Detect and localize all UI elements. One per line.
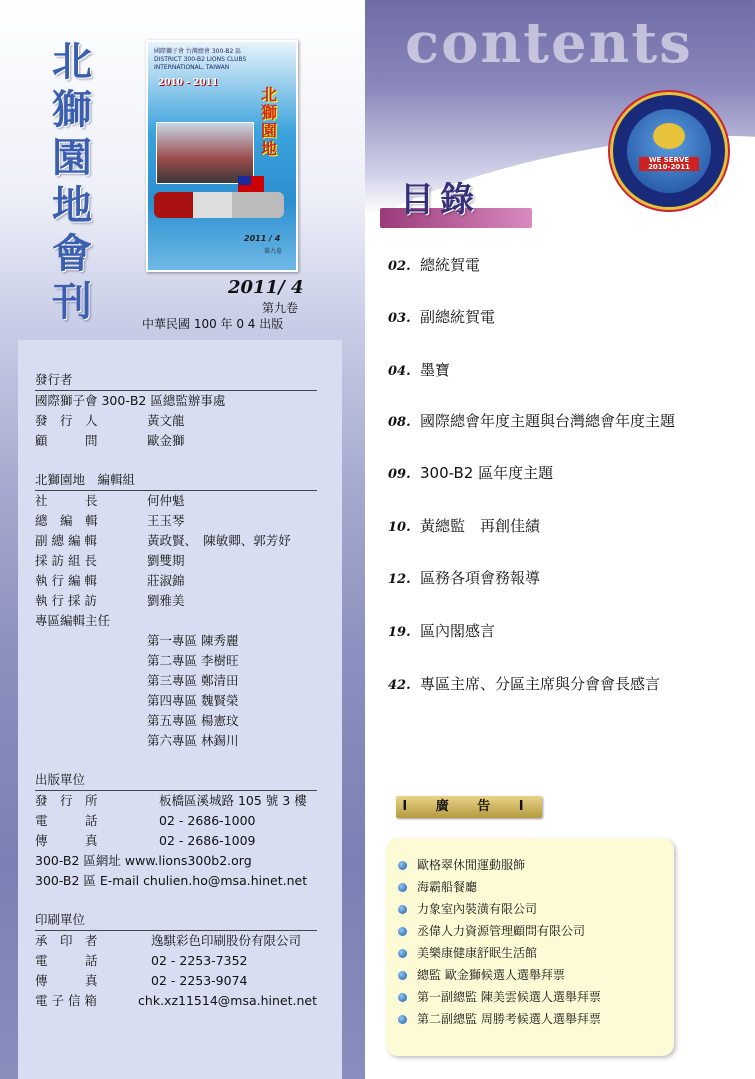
ad-item[interactable] — [398, 942, 601, 964]
toc-entry[interactable] — [388, 411, 748, 433]
publisher-org: 國際獅子會 300-B2 區總監辦事處 — [35, 393, 226, 408]
issue-volume: 第九卷 — [262, 301, 299, 315]
toc-page: 04. — [388, 364, 411, 379]
info-row — [35, 971, 317, 991]
issue-date: 2011/ 4 — [228, 277, 304, 298]
toc-page: 09. — [388, 467, 411, 482]
toc-title: 區內閣感言 — [420, 622, 496, 640]
section-heading: 印刷單位 — [35, 910, 317, 931]
toc-title: 總統賀電 — [420, 256, 481, 274]
row-value: 歐金獅 — [147, 433, 185, 448]
zone-label: 第四專區 — [147, 693, 198, 708]
zone-row — [35, 711, 317, 731]
zone-name: 李樹旺 — [201, 653, 239, 668]
row-label: 傳 真 — [35, 833, 98, 848]
toc-page: 02. — [388, 259, 411, 274]
ad-item[interactable] — [398, 1008, 601, 1030]
ad-text: 第一副總監 陳美雲候選人選舉拜票 — [417, 990, 601, 1004]
zone-label: 第六專區 — [147, 733, 198, 748]
row-value: 莊淑錦 — [147, 573, 185, 588]
info-row — [35, 411, 317, 431]
info-row — [35, 571, 317, 591]
row-value: 何仲魁 — [147, 493, 185, 508]
toc-entry[interactable] — [388, 307, 748, 329]
bullet-icon — [398, 949, 407, 958]
row-label: 執 行 編 輯 — [35, 573, 97, 588]
zone-label: 第一專區 — [147, 633, 198, 648]
website: 300-B2 區網址 www.lions300b2.org — [35, 853, 252, 868]
info-row — [35, 991, 317, 1011]
toc-entry[interactable] — [388, 516, 748, 538]
zone-row — [35, 731, 317, 751]
zone-label: 第二專區 — [147, 653, 198, 668]
bullet-icon — [398, 971, 407, 980]
ads-label: I 廣 告 I — [396, 796, 542, 818]
bullet-icon — [398, 905, 407, 914]
zone-row — [35, 651, 317, 671]
toc-entry[interactable] — [388, 621, 748, 643]
issue-published: 中華民國 100 年 0 4 出版 — [142, 317, 284, 331]
toc-title: 副總統賀電 — [420, 308, 496, 326]
cover-title-char: 獅 — [260, 103, 277, 122]
ad-text: 丞偉人力資源管理顧問有限公司 — [417, 924, 586, 938]
ad-item[interactable] — [398, 854, 601, 876]
zone-name: 楊憲玟 — [201, 713, 239, 728]
toc-page: 19. — [388, 625, 411, 640]
zone-name: 陳秀麗 — [201, 633, 239, 648]
ad-text: 總監 歐金獅候選人選舉拜票 — [417, 968, 565, 982]
row-label: 採 訪 組 長 — [35, 553, 97, 568]
masthead-char: 會 — [52, 230, 92, 277]
row-label: 顧 問 — [35, 433, 98, 448]
toc-entry[interactable] — [388, 463, 748, 485]
ad-item[interactable] — [398, 964, 601, 986]
cover-year: 2010 - 2011 — [158, 78, 219, 88]
ad-text: 美樂康健康舒眠生活館 — [417, 946, 538, 960]
row-value: 黃文龍 — [147, 413, 185, 428]
row-label: 社 長 — [35, 493, 98, 508]
emblem-years: 2010-2011 — [648, 163, 690, 171]
zone-row — [35, 691, 317, 711]
ads-list — [398, 854, 601, 1030]
zone-label: 第五專區 — [147, 713, 198, 728]
row-label: 電 話 — [35, 813, 98, 828]
zone-name: 鄭清田 — [201, 673, 239, 688]
publishing-unit-section — [35, 770, 317, 891]
cover-title — [254, 86, 284, 158]
toc-entry[interactable] — [388, 255, 748, 277]
cover-title-char: 北 — [260, 85, 277, 104]
toc-page: 42. — [388, 678, 411, 693]
bullet-icon — [398, 993, 407, 1002]
row-value: 02 - 2253-9074 — [151, 973, 248, 988]
ad-text: 海霸船餐廳 — [417, 880, 478, 894]
row-label: 電 子 信 箱 — [35, 993, 97, 1008]
row-label: 總 編 輯 — [35, 513, 98, 528]
ad-item[interactable] — [398, 920, 601, 942]
row-value: 黃政賢、 陳敏卿、郭芳妤 — [147, 533, 291, 548]
zone-name: 林錫川 — [201, 733, 239, 748]
cover-header — [154, 48, 290, 72]
toc-title: 國際總會年度主題與台灣總會年度主題 — [420, 412, 676, 430]
cover-title-char: 園 — [260, 121, 277, 140]
section-heading: 北獅園地 編輯組 — [35, 470, 317, 491]
info-row — [35, 531, 317, 551]
row-label: 發 行 所 — [35, 793, 98, 808]
row-value: 逸騏彩色印刷股份有限公司 — [151, 933, 302, 948]
ad-item[interactable] — [398, 986, 601, 1008]
cover-cars-photo — [154, 192, 284, 218]
row-value: 02 - 2253-7352 — [151, 953, 248, 968]
toc-entry[interactable] — [388, 360, 748, 382]
masthead-char: 地 — [52, 182, 92, 229]
ad-text: 第二副總監 周勝考候選人選舉拜票 — [417, 1012, 601, 1026]
printing-unit-section — [35, 910, 317, 1011]
bullet-icon — [398, 883, 407, 892]
row-label: 執 行 採 訪 — [35, 593, 97, 608]
toc-title: 黃總監 再創佳績 — [420, 517, 541, 535]
masthead-char: 刊 — [52, 278, 92, 325]
toc-page: 10. — [388, 520, 411, 535]
publisher-section — [35, 370, 317, 451]
we-serve-text: WE SERVE — [648, 156, 690, 164]
toc-title: 300-B2 區年度主題 — [420, 464, 554, 482]
row-label: 電 話 — [35, 953, 98, 968]
row-value: 劉雙期 — [147, 553, 185, 568]
zone-heading: 專區編輯主任 — [35, 613, 111, 628]
emblem-we-serve — [639, 157, 699, 171]
row-label: 發 行 人 — [35, 413, 98, 428]
email: 300-B2 區 E-mail chulien.ho@msa.hinet.net — [35, 873, 308, 888]
bullet-icon — [398, 1015, 407, 1024]
row-value: 板橋區溪城路 105 號 3 樓 — [159, 793, 307, 808]
lions-logo-icon — [653, 123, 685, 149]
row-value: 劉雅美 — [147, 593, 185, 608]
info-row — [35, 831, 317, 851]
lions-district-emblem-icon — [610, 92, 728, 210]
cover-volume: 第九卷 — [264, 248, 283, 255]
info-row — [35, 811, 317, 831]
cover-image — [146, 40, 298, 272]
zone-row — [35, 671, 317, 691]
row-value: 02 - 2686-1009 — [159, 833, 256, 848]
ad-text: 力象室內裝潢有限公司 — [417, 902, 538, 916]
ad-item[interactable] — [398, 898, 601, 920]
info-row — [35, 951, 317, 971]
ads-box — [386, 838, 674, 1056]
info-row — [35, 431, 317, 451]
cover-header-line: 國際獅子會 台灣總會 300-B2 區 — [154, 48, 242, 55]
info-row — [35, 491, 317, 511]
contents-word: contents — [405, 10, 693, 76]
toc-page: 12. — [388, 572, 411, 587]
masthead-info-box — [18, 340, 342, 1079]
editorial-section — [35, 470, 317, 751]
zone-row — [35, 631, 317, 651]
row-label: 傳 真 — [35, 973, 98, 988]
info-row — [35, 931, 317, 951]
toc-page: 03. — [388, 311, 411, 326]
cover-header-line: DISTRICT 300-B2 LIONS CLUBS INTERNATIONAL, TAIWAN — [154, 56, 247, 71]
cover-date: 2011 / 4 — [244, 234, 281, 243]
zone-name: 魏賢榮 — [201, 693, 239, 708]
row-value: 02 - 2686-1000 — [159, 813, 256, 828]
toc-title: 墨寶 — [420, 361, 451, 379]
masthead-char: 獅 — [52, 86, 92, 133]
toc-title: 區務各項會務報導 — [420, 569, 541, 587]
toc-title: 專區主席、分區主席與分會會長感言 — [420, 675, 661, 693]
cover-group-photo — [156, 122, 254, 184]
ad-text: 歐格翠休閒運動服飾 — [417, 858, 526, 872]
bullet-icon — [398, 927, 407, 936]
ad-item[interactable] — [398, 876, 601, 898]
section-heading: 出版單位 — [35, 770, 317, 791]
zone-label: 第三專區 — [147, 673, 198, 688]
section-heading: 發行者 — [35, 370, 317, 391]
masthead-char: 北 — [52, 38, 92, 85]
masthead-char: 園 — [52, 134, 92, 181]
contents-title: 目錄 — [400, 180, 480, 220]
row-value: chk.xz11514@msa.hinet.net — [138, 993, 317, 1008]
row-label: 承 印 者 — [35, 933, 98, 948]
row-value: 王玉琴 — [147, 513, 185, 528]
info-row — [35, 791, 317, 811]
info-row — [35, 591, 317, 611]
toc-page: 08. — [388, 415, 411, 430]
info-row — [35, 551, 317, 571]
bullet-icon — [398, 861, 407, 870]
toc-entry[interactable] — [388, 674, 748, 696]
info-row — [35, 511, 317, 531]
emblem-inner — [627, 109, 711, 193]
toc-entry[interactable] — [388, 568, 748, 590]
row-label: 副 總 編 輯 — [35, 533, 97, 548]
masthead — [42, 38, 102, 326]
cover-title-char: 地 — [260, 139, 277, 158]
